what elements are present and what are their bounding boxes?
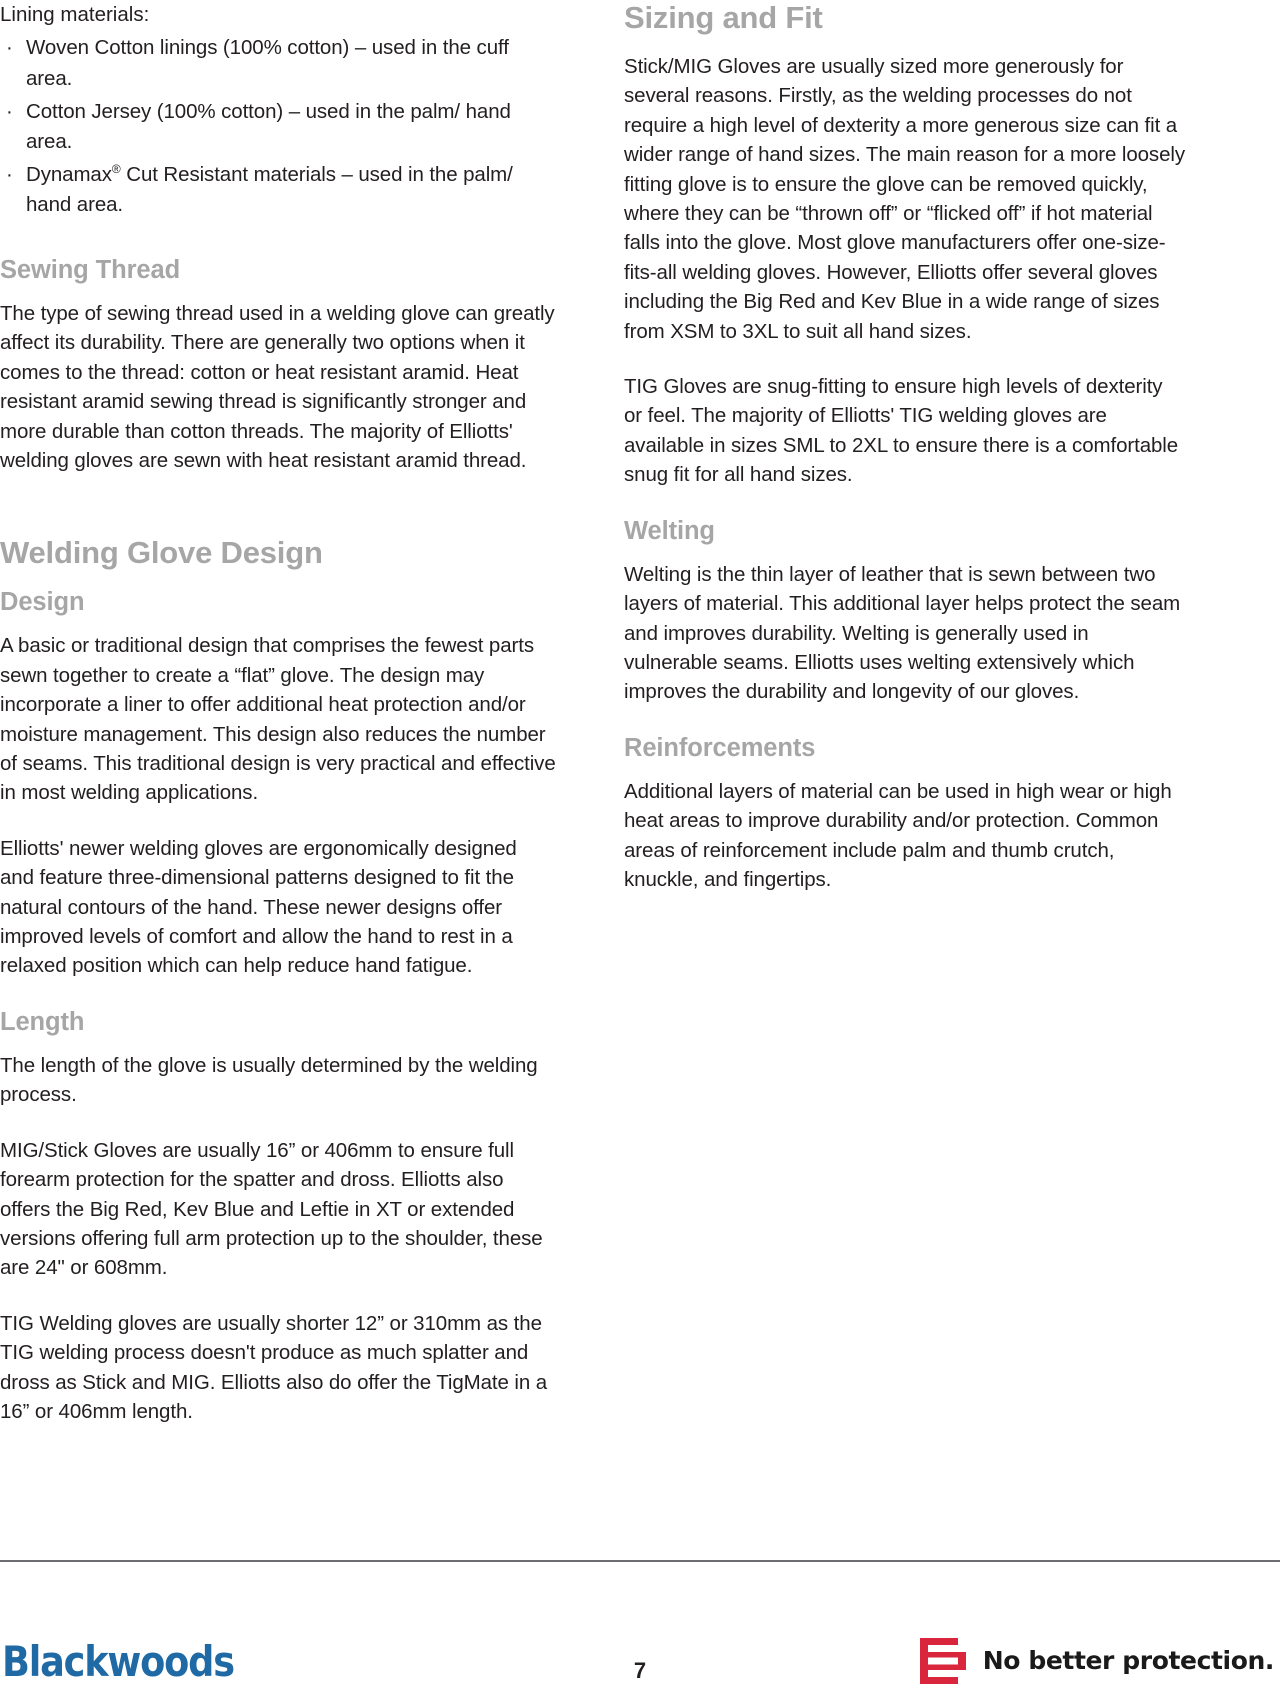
lining-materials-lead-in: Lining materials: — [0, 3, 150, 26]
bullet-dot: · — [6, 162, 13, 186]
paragraph-sizing-and-fit-2: TIG Gloves are snug-fitting to ensure high levels of dexterity or feel. The majority of Elliotts' TIG welding gloves are available in sizes SML to 2XL to ensure there is a comfortable snug fit for all hand sizes. — [624, 375, 1179, 487]
heading-welting: Welting — [624, 516, 715, 545]
page-number: 7 — [633, 1658, 647, 1683]
paragraph-length-2: MIG/Stick Gloves are usually 16” or 406mm to ensure full forearm protection for the spatter and dross. Elliotts also offers the Big Red, Kev Blue and Leftie in XT or extended versions offering full arm protection up to the shoulder, these are 24" or 608mm. — [0, 1138, 543, 1280]
elliotts-e-logo-icon — [920, 1638, 966, 1684]
list-item — [0, 97, 556, 158]
list-item-text: Dynamax — [26, 162, 112, 186]
list-item — [0, 160, 556, 221]
paragraph-design-1: A basic or traditional design that comprises the fewest parts sewn together to create a “flat” glove. The design may incorporate a liner to offer additional heat protection and/or moisture management. This design also reduces the number of seams. This traditional design is very practical and effective in most welding applications. — [0, 634, 556, 805]
list-item-text: Woven Cotton linings (100% cotton) – used in the cuff area. — [26, 36, 509, 90]
elliotts-brand-lockup — [920, 1638, 1280, 1684]
bullet-dot: · — [6, 36, 13, 60]
page-footer — [0, 1560, 1280, 1706]
paragraph-length-1: The length of the glove is usually determined by the welding process. — [0, 1053, 538, 1107]
heading-length: Length — [0, 1007, 85, 1036]
heading-sizing-and-fit: Sizing and Fit — [624, 0, 823, 35]
paragraph-welting: Welting is the thin layer of leather that is sewn between two layers of material. This additional layer helps protect the seam and improves durability. Welting is generally used in vulnerable seams. Elliotts uses welting extensively which improves the durability and longevity of our gloves. — [624, 562, 1181, 704]
paragraph-reinforcements: Additional layers of material can be used in high wear or high heat areas to improve durability and/or protection. Common areas of reinforcement include palm and thumb crutch, knuckle, and fingertips. — [624, 779, 1172, 891]
list-item-text: Cotton Jersey (100% cotton) – used in the palm/ hand area. — [26, 99, 511, 154]
registered-trademark-symbol: ® — [111, 161, 121, 176]
blackwoods-logo: Blackwoods — [1, 1637, 234, 1686]
section-spacer — [0, 501, 556, 535]
paragraph-design-2: Elliotts' newer welding gloves are ergonomically designed and feature three-dimensional patterns designed to fit the natural contours of the hand. These newer designs offer improved levels of comfort and allow the hand to rest in a relaxed position which can help reduce hand fatigue. — [0, 836, 517, 978]
left-column — [0, 0, 612, 1426]
list-item-text-cont: Cut Resistant materials – used in the palm/ hand area. — [26, 162, 513, 217]
paragraph-sizing-and-fit-1: Stick/MIG Gloves are usually sized more generously for several reasons. Firstly, as the welding processes do not require a high level of dexterity a more generous size can fit a wider range of hand sizes. The main reason for a more loosely fitting glove is to ensure the glove can be removed quickly, where they can be “thrown off” or “flicked off” if hot material falls into the glove. Most glove manufacturers offer one-size-fits-all welding gloves. However, Elliotts offer several gloves including the Big Red and Kev Blue in a wide range of sizes from XSM to 3XL to suit all hand sizes. — [624, 55, 1185, 343]
list-item — [0, 33, 556, 94]
paragraph-length-3: TIG Welding gloves are usually shorter 12” or 310mm as the TIG welding process doesn't produce as much splatter and dross as Stick and MIG. Elliotts also do offer the TigMate in a 16” or 406mm length. — [0, 1311, 548, 1423]
elliotts-tagline: No better protection. — [982, 1646, 1274, 1675]
heading-welding-glove-design: Welding Glove Design — [0, 535, 323, 571]
paragraph-sewing-thread: The type of sewing thread used in a welding glove can greatly affect its durability. There are generally two options when it comes to the thread: cotton or heat resistant aramid. Heat resistant aramid sewing thread is significantly stronger and more durable than cotton threads. The majority of Elliotts' welding gloves are sewn with heat resistant aramid thread. — [0, 301, 555, 472]
right-column — [612, 0, 1280, 894]
heading-design: Design — [0, 588, 85, 617]
heading-reinforcements: Reinforcements — [624, 733, 816, 762]
lining-materials-list — [0, 33, 556, 221]
heading-sewing-thread: Sewing Thread — [0, 255, 181, 284]
bullet-dot: · — [6, 99, 13, 123]
